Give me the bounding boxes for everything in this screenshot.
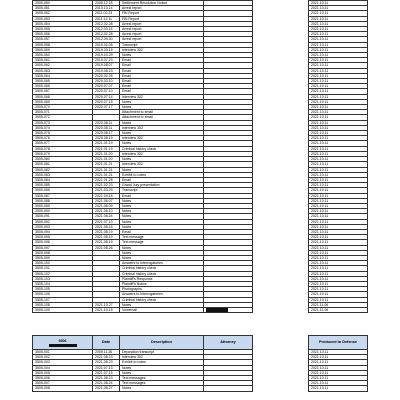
cell-date: 2019.08.07 (93, 63, 120, 68)
cell-description: Email (120, 79, 204, 84)
cell-description: Notes (120, 386, 204, 391)
cell-produced: 2021.10.11 (309, 21, 368, 26)
cell-id: 3505-103 (33, 276, 93, 281)
cell-gap (253, 307, 309, 312)
cell-produced: 2021.10.11 (309, 224, 368, 229)
cell-description: Notes (120, 224, 204, 229)
cell-gap (253, 386, 309, 391)
cell-produced: 2021.10.11 (309, 245, 368, 250)
cell-date: 2012.02.28 (93, 21, 120, 26)
cell-id: 3505-082 (33, 167, 93, 172)
cell-id: 3505-066 (33, 84, 93, 89)
cell-date: 2021.08.26 (93, 245, 120, 250)
cell-description: Email (120, 229, 204, 234)
cell-date: 2020.03.10 (93, 79, 120, 84)
cell-id: 3505-077 (33, 141, 93, 146)
cell-id: 3505-096 (33, 240, 93, 245)
cell-produced: 2021.10.11 (309, 292, 368, 297)
cell-description: Exhibit to notes (120, 360, 204, 365)
cell-produced: 2021.10.11 (309, 120, 368, 125)
cell-description: Interview 302 (120, 355, 204, 360)
cell-date: 2019.08.23 (93, 68, 120, 73)
cell-attorney (204, 307, 253, 312)
cell-description: Notes (120, 370, 204, 375)
cell-id: 3505-065 (33, 79, 93, 84)
cell-date: 2021.08.27 (93, 386, 120, 391)
cell-date: 2021.01.19 (93, 141, 120, 146)
cell-description: Text message (120, 235, 204, 240)
cell-description: Email (120, 177, 204, 182)
cell-id: 3505-054 (33, 21, 93, 26)
cell-date: 2021.01.20 (93, 157, 120, 162)
cell-date: 2021.08.24 (93, 381, 120, 386)
cell-id: 3505-058 (33, 42, 93, 47)
cell-date: 2021.08.23 (93, 376, 120, 381)
cell-id: 3505-084 (33, 177, 93, 182)
cell-id: 3505-071 (33, 110, 93, 115)
cell-produced: 2021.10.11 (309, 370, 368, 375)
cell-id: 3505-088 (33, 198, 93, 203)
cell-description: Email (120, 73, 204, 78)
cell-produced: 2021.10.11 (309, 131, 368, 136)
cell-produced: 2021.10.11 (309, 94, 368, 99)
cell-produced: 2021.10.11 (309, 136, 368, 141)
cell-produced: 2021.10.11 (309, 271, 368, 276)
cell-description: Answers to Interrogatories (120, 292, 204, 297)
cell-description: Criminal history check (120, 297, 204, 302)
cell-description: Notes (120, 209, 204, 214)
cell-date: 2021.04.18 (93, 193, 120, 198)
cell-produced: 2021.10.11 (309, 89, 368, 94)
cell-id: 3505-076 (33, 136, 93, 141)
cell-description: Notes (120, 250, 204, 255)
cell-produced: 2021.10.11 (309, 115, 368, 120)
cell-date: 2008.12.18 (93, 1, 120, 6)
cell-description: Email (120, 89, 204, 94)
cell-id: 3505-061 (33, 58, 93, 63)
cell-id: 3505-008 (33, 386, 93, 391)
cell-id: 3505-078 (33, 146, 93, 151)
cell-produced: 2021.10.11 (309, 255, 368, 260)
cell-date: 2021.06.09 (93, 203, 120, 208)
cell-produced: 2021.10.11 (309, 229, 368, 234)
header-gap (253, 336, 309, 350)
cell-produced: 2021.10.11 (309, 365, 368, 370)
cell-produced: 2021.10.11 (309, 42, 368, 47)
cell-description: Notes (120, 120, 204, 125)
cell-id: 3505-109 (33, 307, 93, 312)
cell-produced: 2021.10.11 (309, 157, 368, 162)
cell-id: 3505-004 (33, 365, 93, 370)
cell-date: 2021.07.13 (93, 365, 120, 370)
exhibit-table-3506 (32, 335, 368, 392)
table-row (33, 307, 368, 312)
cell-date: 2019.07.23 (93, 58, 120, 63)
cell-produced: 2021.10.11 (309, 73, 368, 78)
cell-produced: 2021.10.11 (309, 183, 368, 188)
cell-description: Notes (120, 105, 204, 110)
cell-description: Arrest report (120, 27, 204, 32)
cell-date: 2021.03.29 (93, 188, 120, 193)
cell-id: 3505-074 (33, 125, 93, 130)
cell-description: Criminal history check (120, 271, 204, 276)
cell-produced: 2021.10.11 (309, 281, 368, 286)
cell-produced: 2021.10.11 (309, 266, 368, 271)
cell-date: 2020.08.11 (93, 125, 120, 130)
cell-description: Interview 302 (120, 136, 204, 141)
cell-id: 3505-063 (33, 68, 93, 73)
cell-description: Attachment to email (120, 110, 204, 115)
cell-produced: 2021.10.11 (309, 99, 368, 104)
cell-id: 3505-070 (33, 105, 93, 110)
cell-produced: 2021.11.06 (309, 302, 368, 307)
cell-date: 2020.08.19 (93, 136, 120, 141)
cell-produced: 2021.10.11 (309, 376, 368, 381)
cell-date: 2021.01.21 (93, 172, 120, 177)
cell-id: 3505-104 (33, 281, 93, 286)
redaction-bar (49, 344, 77, 347)
cell-date: 2021.07.13 (93, 219, 120, 224)
cell-id: 3505-069 (33, 99, 93, 104)
cell-date: 2010.10.14 (93, 6, 120, 11)
cell-id: 3505-083 (33, 172, 93, 177)
cell-date: 2009.11.26 (93, 350, 120, 355)
cell-produced: 2021.10.11 (309, 219, 368, 224)
cell-description: Interview 302 (120, 47, 204, 52)
cell-id: 3505-095 (33, 235, 93, 240)
cell-date: 2020.08.17 (93, 131, 120, 136)
cell-description: Criminal history check (120, 146, 204, 151)
cell-date: 2021.07.15 (93, 370, 120, 375)
cell-date: 2020.07.14 (93, 94, 120, 99)
cell-produced: 2021.10.11 (309, 47, 368, 52)
cell-id: 3505-105 (33, 287, 93, 292)
cell-produced: 2021.10.11 (309, 350, 368, 355)
cell-description: Deposition transcript (120, 350, 204, 355)
cell-produced: 2021.10.11 (309, 53, 368, 58)
cell-id: 3505-006 (33, 376, 93, 381)
cell-id: 3505-051 (33, 6, 93, 11)
cell-produced: 2021.10.11 (309, 355, 368, 360)
cell-description: Voicemail (120, 307, 204, 312)
cell-description: Notes (120, 255, 204, 260)
cell-date: 2021.06.07 (93, 198, 120, 203)
cell-id: 3505-100 (33, 261, 93, 266)
header-date: Date (93, 336, 120, 350)
cell-description: Notes (120, 53, 204, 58)
cell-description: Notes (120, 198, 204, 203)
cell-produced: 2021.10.11 (309, 58, 368, 63)
cell-date: 2021.08.19 (93, 240, 120, 245)
cell-produced: 2021.10.11 (309, 214, 368, 219)
cell-id: 3505-056 (33, 32, 93, 37)
cell-description: Exhibit to notes (120, 172, 204, 177)
cell-produced: 2021.11.06 (309, 307, 368, 312)
cell-id: 3505-005 (33, 370, 93, 375)
cell-description: Plaintiff's Notice (120, 281, 204, 286)
cell-produced: 2021.10.11 (309, 276, 368, 281)
cell-id: 3505-086 (33, 188, 93, 193)
cell-date: 2021.08.23 (93, 360, 120, 365)
cell-description: Text messages (120, 381, 204, 386)
cell-description: Interview 302 (120, 162, 204, 167)
cell-id: 3505-001 (33, 350, 93, 355)
cell-produced: 2021.10.11 (309, 146, 368, 151)
header-attorney: Attorney (204, 336, 253, 350)
header-produced: Produced to Defense (309, 336, 368, 350)
cell-produced: 2021.10.11 (309, 68, 368, 73)
cell-produced: 2021.10.11 (309, 63, 368, 68)
cell-description: Grand Jury presentation (120, 183, 204, 188)
cell-produced: 2021.10.11 (309, 32, 368, 37)
cell-id: 3505-107 (33, 297, 93, 302)
cell-date: 2019.03.29 (93, 53, 120, 58)
cell-date: 2020.07.15 (93, 99, 120, 104)
cell-produced: 2021.10.11 (309, 198, 368, 203)
cell-produced: 2021.10.11 (309, 151, 368, 156)
cell-description: FBI Report (120, 11, 204, 16)
cell-id: 3505-092 (33, 219, 93, 224)
cell-description: Text message (120, 240, 204, 245)
cell-date: 2021.08.19 (93, 229, 120, 234)
cell-description: Arrest report (120, 6, 204, 11)
cell-id: 3505-089 (33, 203, 93, 208)
cell-description: Email (120, 63, 204, 68)
cell-id: 3505-002 (33, 355, 93, 360)
cell-id: 3505-087 (33, 193, 93, 198)
cell-description: Answers to Interrogatories (120, 261, 204, 266)
cell-produced: 2021.10.11 (309, 240, 368, 245)
cell-produced: 2021.10.11 (309, 177, 368, 182)
cell-produced: 2021.10.11 (309, 235, 368, 240)
cell-id: 3505-075 (33, 131, 93, 136)
cell-produced: 2021.10.11 (309, 261, 368, 266)
cell-description: Text messages (120, 376, 204, 381)
table-header-row (33, 336, 368, 350)
cell-date: 2021.08.23 (93, 355, 120, 360)
cell-produced: 2021.10.11 (309, 172, 368, 177)
cell-id: 3505-094 (33, 229, 93, 234)
cell-description: Attachment to email (120, 115, 204, 120)
cell-produced: 2021.10.11 (309, 125, 368, 130)
cell-date: 2012.03.14 (93, 27, 120, 32)
cell-produced: 2021.10.11 (309, 79, 368, 84)
cell-produced: 2021.10.11 (309, 250, 368, 255)
cell-date: 2021.01.20 (93, 151, 120, 156)
cell-id: 3505-097 (33, 245, 93, 250)
cell-description: Notes (120, 99, 204, 104)
cell-description: Arrest report (120, 21, 204, 26)
cell-date: 2021.08.19 (93, 235, 120, 240)
cell-date: 2019.03.15 (93, 47, 120, 52)
cell-id: 3505-064 (33, 73, 93, 78)
cell-id: 3505-055 (33, 27, 93, 32)
cell-description: Photographs (120, 287, 204, 292)
cell-date: 2012.09.30 (93, 37, 120, 42)
cell-id: 3505-090 (33, 209, 93, 214)
cell-produced: 2021.10.11 (309, 110, 368, 115)
cell-description: Interview 302 (120, 94, 204, 99)
cell-description: Notes (120, 219, 204, 224)
cell-description: Plaintiff's Response (120, 276, 204, 281)
cell-description: Email (120, 58, 204, 63)
cell-date: 2021.10.27 (93, 302, 120, 307)
cell-id: 3505-052 (33, 11, 93, 16)
cell-date: 2021.01.28 (93, 177, 120, 182)
cell-id: 3505-081 (33, 162, 93, 167)
cell-description: Transcript (120, 188, 204, 193)
cell-produced: 2021.10.11 (309, 6, 368, 11)
cell-id: 3505-060 (33, 53, 93, 58)
cell-produced: 2021.10.11 (309, 209, 368, 214)
cell-produced: 2021.10.11 (309, 188, 368, 193)
cell-id: 3505-093 (33, 224, 93, 229)
cell-id: 3505-003 (33, 360, 93, 365)
cell-description: Arrest report (120, 37, 204, 42)
cell-date: 2021.06.24 (93, 214, 120, 219)
cell-produced: 2021.10.11 (309, 84, 368, 89)
cell-id: 3505-067 (33, 89, 93, 94)
cell-produced: 2021.10.11 (309, 287, 368, 292)
cell-description: Notes (120, 302, 204, 307)
cell-date: 2011.02.23 (93, 11, 120, 16)
cell-description: Notes (120, 157, 204, 162)
cell-produced: 2021.10.11 (309, 141, 368, 146)
cell-produced: 2021.10.11 (309, 1, 368, 6)
header-id: 3506 (33, 336, 93, 350)
cell-id: 3505-099 (33, 255, 93, 260)
cell-id: 3505-073 (33, 120, 93, 125)
cell-date: 2021.02.23 (93, 183, 120, 188)
cell-description: Notes (120, 131, 204, 136)
redaction-bar (206, 308, 228, 312)
cell-description: Notes (120, 141, 204, 146)
cell-id: 3505-072 (33, 115, 93, 120)
cell-description: Notes (120, 365, 204, 370)
cell-description: Notes (120, 214, 204, 219)
cell-id: 3505-057 (33, 37, 93, 42)
cell-produced: 2021.10.11 (309, 105, 368, 110)
cell-date: 2020.07.07 (93, 84, 120, 89)
cell-date: 2020.07.10 (93, 89, 120, 94)
cell-description: Notes (120, 203, 204, 208)
cell-id: 3505-050 (33, 1, 93, 6)
cell-id: 3505-053 (33, 16, 93, 21)
cell-produced: 2021.10.11 (309, 193, 368, 198)
cell-date: 2020.07.17 (93, 105, 120, 110)
cell-id: 3505-091 (33, 214, 93, 219)
header-description: Description (120, 336, 204, 350)
cell-id: 3505-007 (33, 381, 93, 386)
cell-date: 2021.01.19 (93, 146, 120, 151)
cell-description: Criminal history check (120, 266, 204, 271)
cell-produced: 2021.10.11 (309, 203, 368, 208)
exhibit-table-3505 (32, 0, 368, 313)
cell-date: 2020.02.25 (93, 73, 120, 78)
cell-date: 2012.02.28 (93, 32, 120, 37)
cell-id: 3505-062 (33, 63, 93, 68)
cell-description: Arrest report (120, 32, 204, 37)
cell-description: Email (120, 68, 204, 73)
cell-id: 3505-080 (33, 157, 93, 162)
cell-produced: 2021.10.11 (309, 381, 368, 386)
cell-description: FBI Report (120, 16, 204, 21)
cell-description: Email (120, 84, 204, 89)
cell-date: 2021.01.21 (93, 162, 120, 167)
cell-date: 2021.08.16 (93, 224, 120, 229)
cell-id: 3505-108 (33, 302, 93, 307)
cell-id: 3505-101 (33, 266, 93, 271)
cell-attorney (204, 386, 253, 391)
cell-produced: 2021.10.11 (309, 360, 368, 365)
cell-id: 3505-059 (33, 47, 93, 52)
cell-produced: 2021.10.11 (309, 297, 368, 302)
cell-description: Interview 302 (120, 151, 204, 156)
cell-produced: 2021.10.11 (309, 167, 368, 172)
table-row (33, 386, 368, 391)
cell-date: 2019.02.05 (93, 42, 120, 47)
cell-description: Email (120, 193, 204, 198)
cell-description: Settlement Resolution Notice (120, 1, 204, 6)
cell-produced: 2021.10.11 (309, 16, 368, 21)
cell-id: 3505-085 (33, 183, 93, 188)
cell-id: 3505-102 (33, 271, 93, 276)
cell-produced: 2021.10.11 (309, 27, 368, 32)
cell-produced: 2021.10.11 (309, 162, 368, 167)
cell-description: Notes (120, 167, 204, 172)
cell-id: 3505-098 (33, 250, 93, 255)
cell-produced: 2021.10.11 (309, 37, 368, 42)
cell-produced: 2021.10.11 (309, 386, 368, 391)
cell-date: 2021.10.15 (93, 307, 120, 312)
cell-description: Interview 302 (120, 125, 204, 130)
cell-description: Notes (120, 245, 204, 250)
cell-id: 3505-079 (33, 151, 93, 156)
cell-produced: 2021.10.11 (309, 11, 368, 16)
cell-date: 2021.01.21 (93, 167, 120, 172)
cell-description: Transcript (120, 42, 204, 47)
cell-id: 3505-068 (33, 94, 93, 99)
cell-date: 2021.06.10 (93, 209, 120, 214)
cell-id: 3505-106 (33, 292, 93, 297)
cell-date: 2011.12.11 (93, 16, 120, 21)
cell-date: 2020.08.11 (93, 120, 120, 125)
